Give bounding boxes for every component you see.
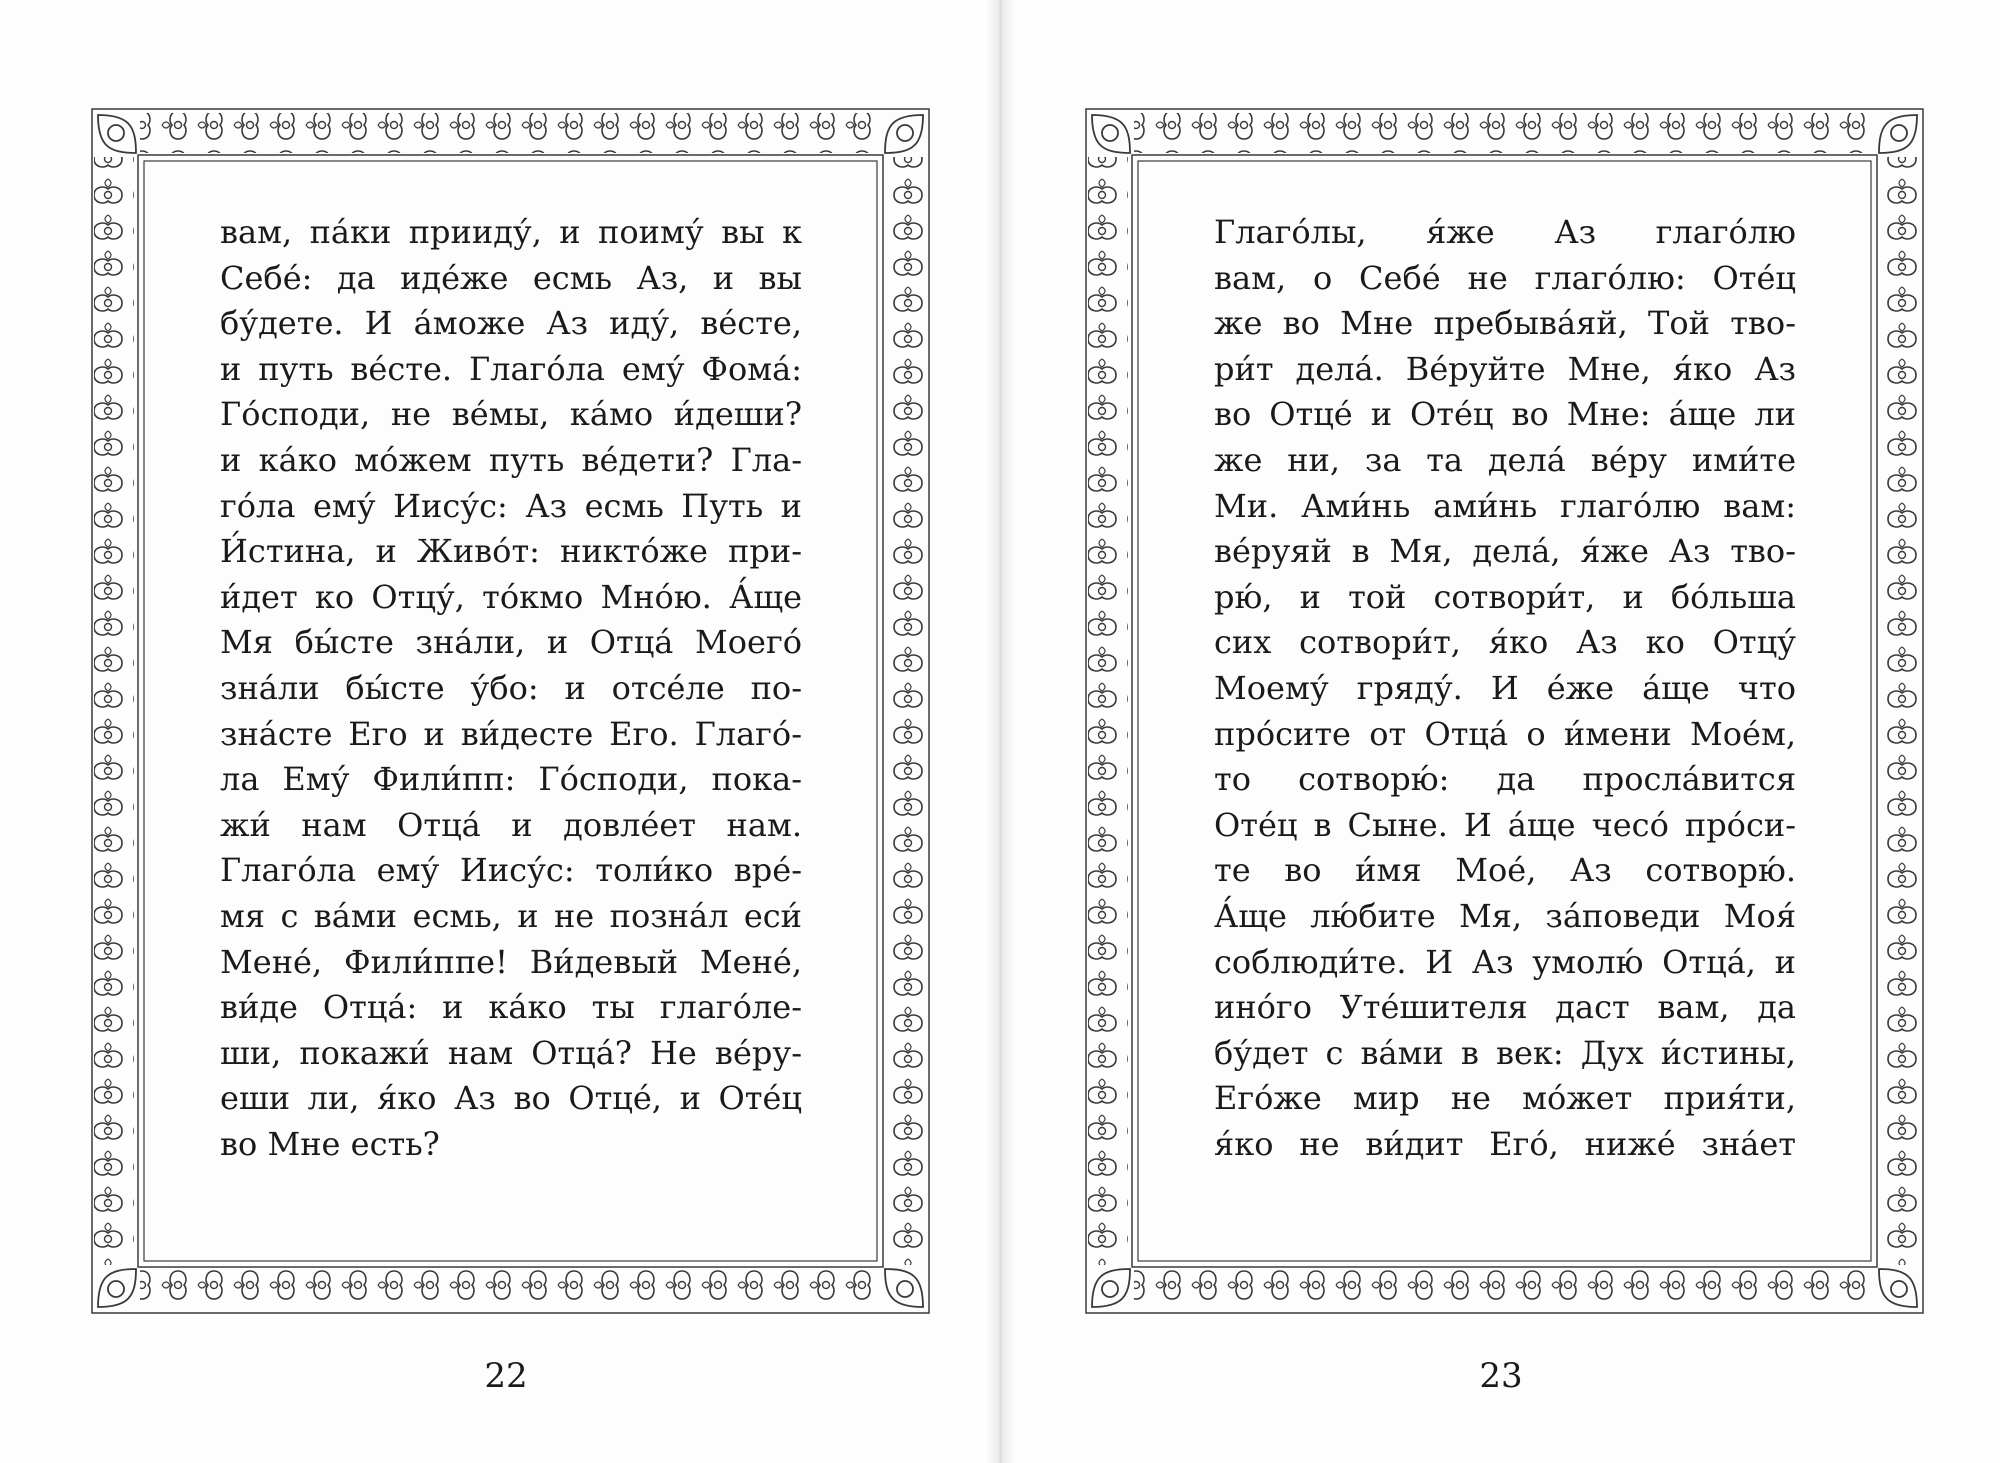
text-line: ве́руяй в Мя, дела́, я́же Аз тво- bbox=[1214, 532, 1796, 571]
book-gutter bbox=[984, 0, 1016, 1463]
text-line: вам, о Себе́ не глаго́лю: Оте́ц bbox=[1214, 258, 1796, 297]
text-line: Его́же мир не мо́жет прия́ти, bbox=[1214, 1079, 1796, 1118]
page-number: 22 bbox=[484, 1356, 528, 1396]
text-line: то сотворю́: да просла́вится bbox=[1214, 760, 1796, 799]
text-line: Глаго́ла ему́ Иису́с: толи́ко вре́- bbox=[220, 851, 802, 890]
ornamental-frame bbox=[1082, 105, 1927, 1317]
text-line: и ка́ко мо́жем путь ве́дети? Гла- bbox=[220, 440, 802, 479]
text-line: ри́т дела́. Ве́руйте Мне, я́ко Аз bbox=[1214, 349, 1796, 388]
text-line: бу́дете. И а́може Аз иду́, ве́сте, bbox=[220, 304, 802, 343]
text-line: зна́ли бы́сте у́бо: и отсе́ле по- bbox=[220, 668, 802, 707]
text-line: И́стина, и Живо́т: никто́же при- bbox=[220, 532, 802, 571]
text-line: же во Мне пребыва́яй, Той тво- bbox=[1214, 304, 1796, 343]
text-line: Глаго́лы, я́же Аз глаго́лю bbox=[1214, 213, 1796, 251]
text-line: соблюди́те. И Аз умолю́ Отца́, и bbox=[1214, 942, 1796, 981]
page-text-right bbox=[1214, 210, 1796, 1167]
text-line: те во и́мя Мое́, Аз сотворю́. bbox=[1214, 851, 1796, 890]
text-line: ино́го Уте́шителя даст вам, да bbox=[1214, 988, 1796, 1027]
text-line: зна́сте Его и ви́десте Его. Глаго́- bbox=[220, 714, 802, 753]
page-number: 23 bbox=[1479, 1356, 1523, 1396]
text-line: Го́споди, не ве́мы, ка́мо и́деши? bbox=[220, 395, 802, 434]
text-line: во Мне есть? bbox=[220, 1124, 440, 1163]
text-line: ла Ему́ Фили́пп: Го́споди, пока- bbox=[220, 760, 802, 799]
text-line: во Отце́ и Оте́ц во Мне: а́ще ли bbox=[1214, 395, 1796, 434]
text-line: про́сите от Отца́ о и́мени Мое́м, bbox=[1214, 714, 1796, 753]
text-line: Мя бы́сте зна́ли, и Отца́ Моего́ bbox=[220, 623, 802, 662]
text-line: Оте́ц в Сыне. И а́ще чесо́ про́си- bbox=[1214, 805, 1796, 844]
text-line: мя с ва́ми есмь, и не позна́л еси́ bbox=[220, 896, 802, 935]
page-right bbox=[1016, 0, 2000, 1463]
text-line: еши ли, я́ко Аз во Отце́, и Оте́ц bbox=[220, 1079, 802, 1118]
text-line: же ни, за та дела́ ве́ру ими́те bbox=[1214, 440, 1796, 479]
text-line: ви́де Отца́: и ка́ко ты глаго́ле- bbox=[220, 988, 802, 1027]
text-line: рю́, и той сотвори́т, и бо́льша bbox=[1214, 577, 1796, 616]
text-line: Себе́: да иде́же есмь Аз, и вы bbox=[220, 258, 802, 297]
text-line: вам, па́ки прииду́, и поиму́ вы к bbox=[220, 213, 802, 251]
text-line: я́ко не ви́дит Его́, ниже́ зна́ет bbox=[1214, 1124, 1796, 1163]
text-line: и́дет ко Отцу́, то́кмо Мно́ю. А́ще bbox=[220, 577, 802, 616]
text-line: жи́ нам Отца́ и довле́ет нам. bbox=[220, 805, 802, 844]
text-line: Мене́, Фили́ппе! Ви́девый Мене́, bbox=[220, 942, 802, 981]
text-line: ши, покажи́ нам Отца́? Не ве́ру- bbox=[220, 1033, 802, 1072]
page-left bbox=[0, 0, 984, 1463]
text-line: Моему́ гряду́. И е́же а́ще что bbox=[1214, 668, 1796, 707]
ornamental-frame bbox=[88, 105, 933, 1317]
text-line: го́ла ему́ Иису́с: Аз есмь Путь и bbox=[220, 486, 802, 525]
page-text-left bbox=[220, 210, 802, 1167]
text-line: бу́дет с ва́ми в век: Дух и́стины, bbox=[1214, 1033, 1796, 1072]
text-line: А́ще лю́бите Мя, за́поведи Моя́ bbox=[1214, 896, 1796, 935]
text-line: и путь ве́сте. Глаго́ла ему́ Фома́: bbox=[220, 349, 802, 388]
text-line: сих сотвори́т, я́ко Аз ко Отцу́ bbox=[1214, 623, 1796, 662]
text-line: Ми. Ами́нь ами́нь глаго́лю вам: bbox=[1214, 486, 1796, 525]
